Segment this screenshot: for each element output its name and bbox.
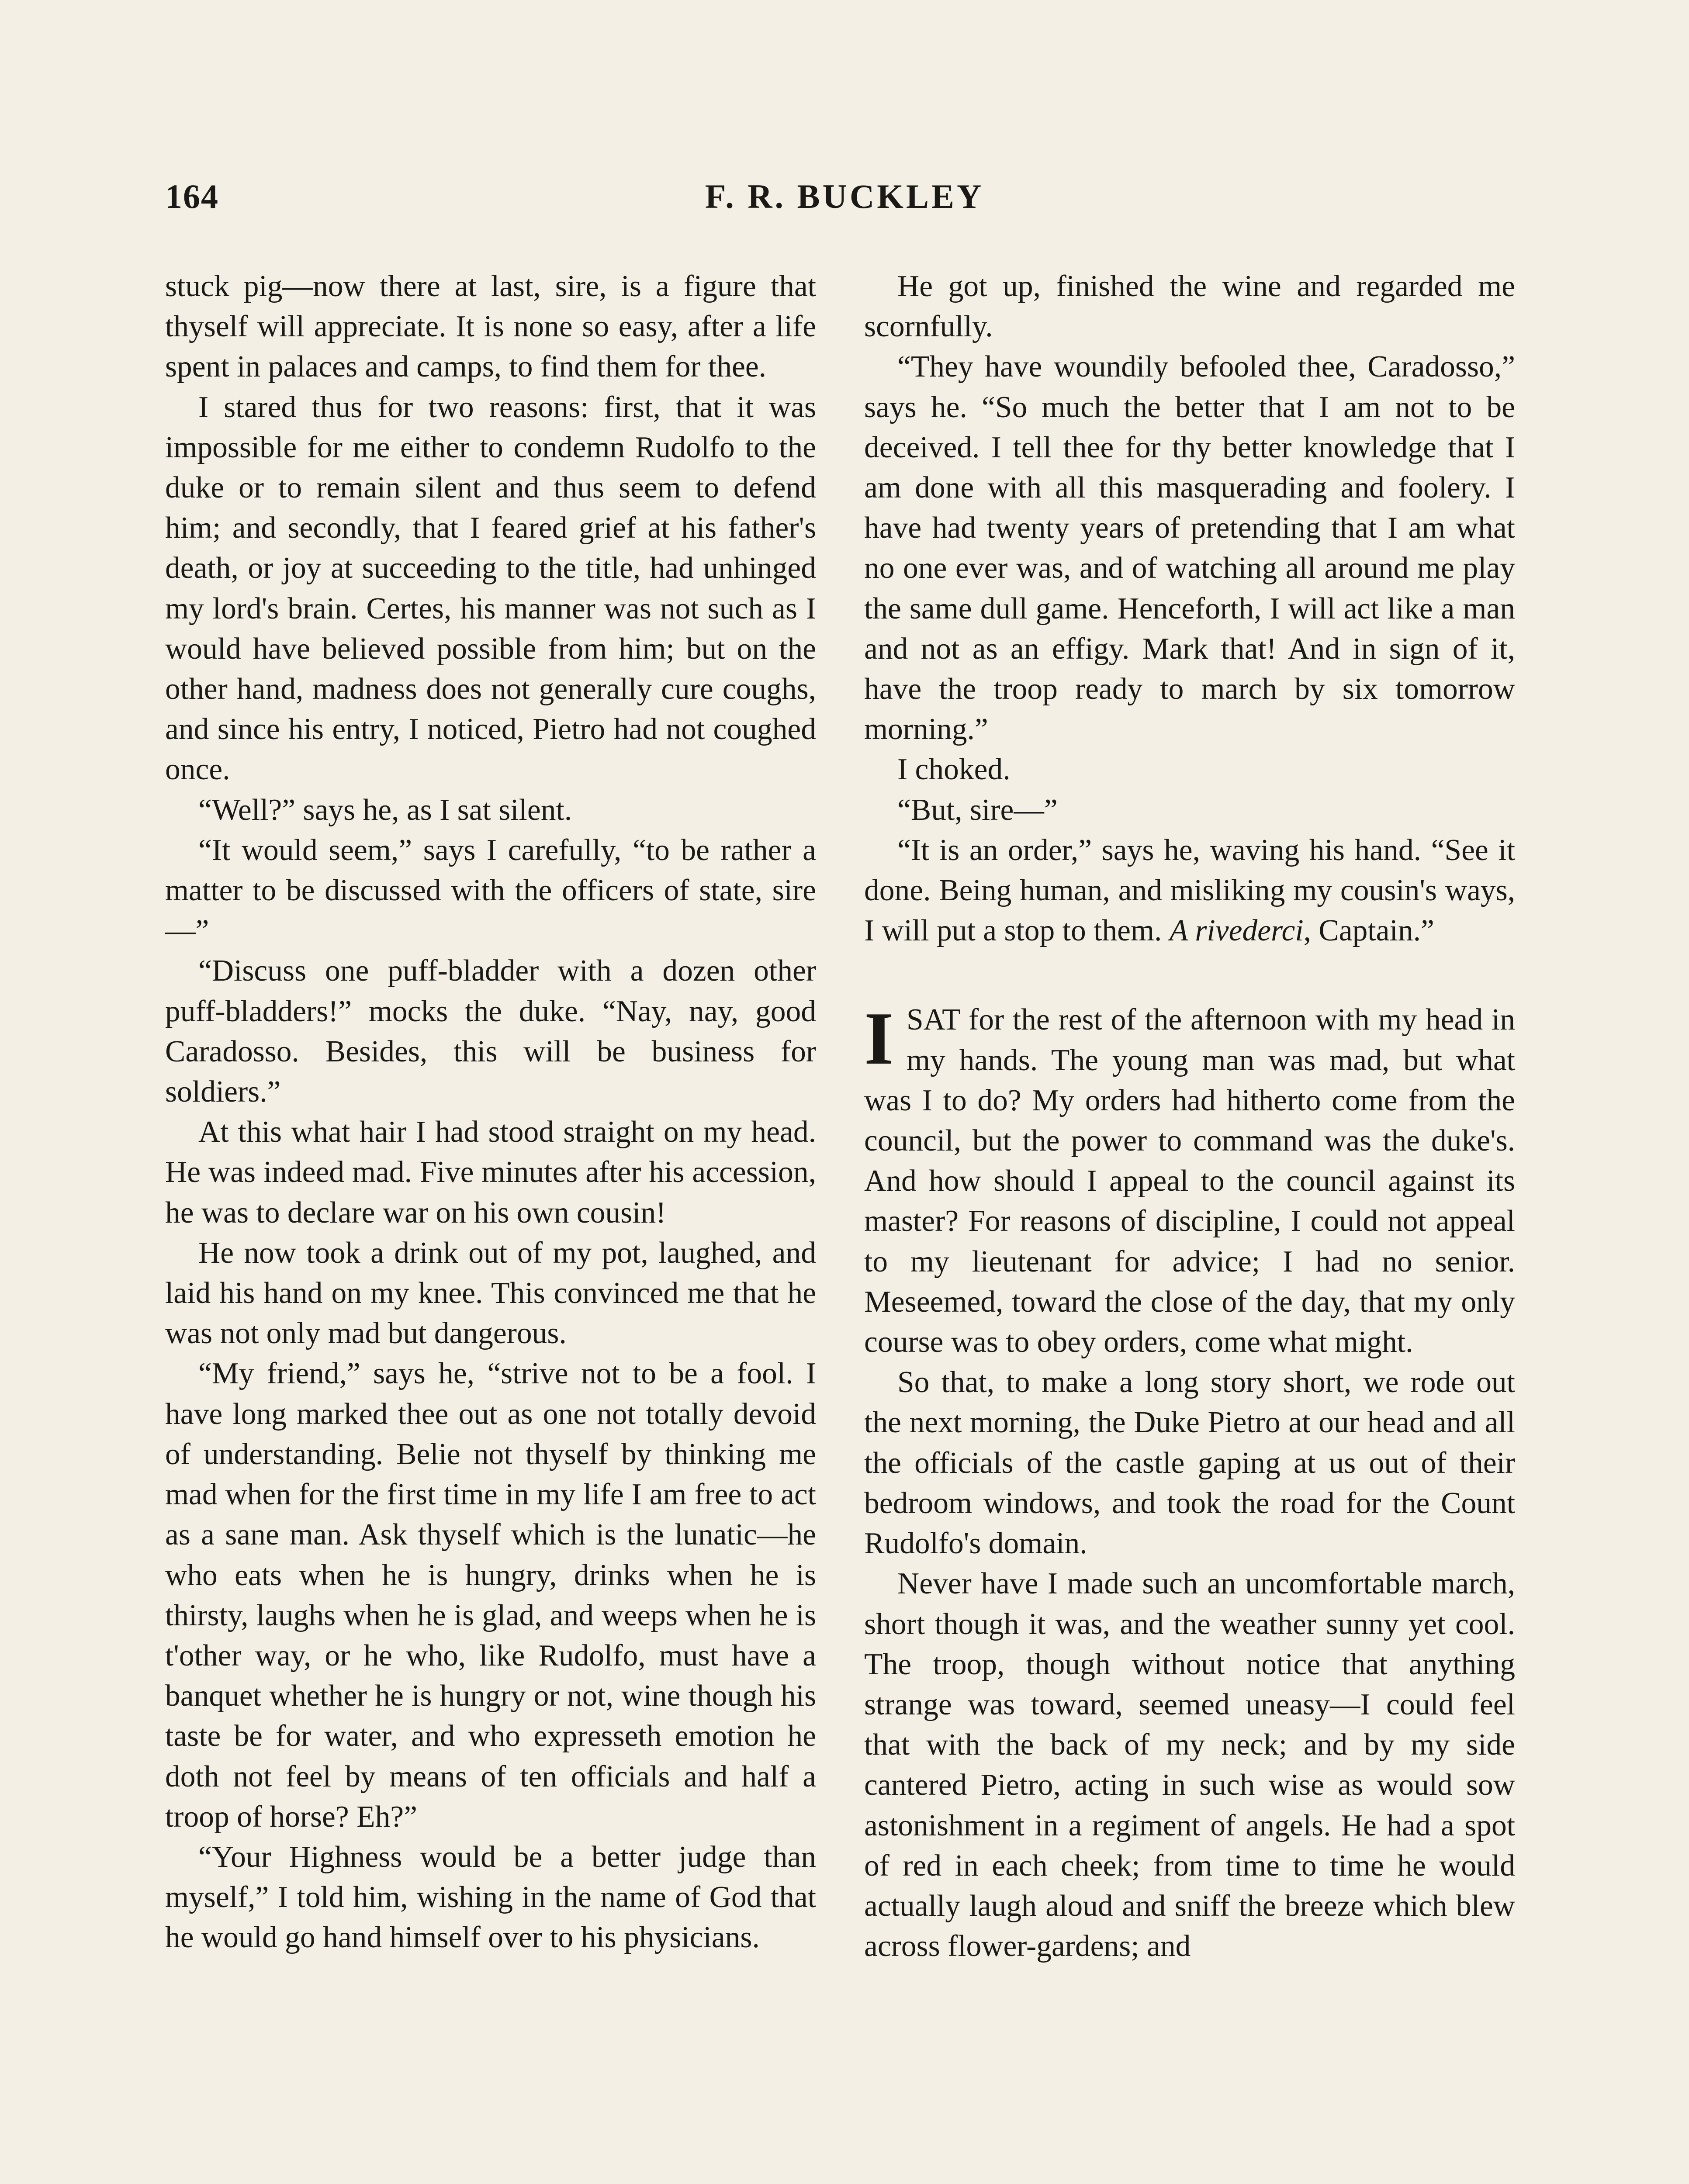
paragraph: He now took a drink out of my pot, laughed, and laid his hand on my knee. This convinced me that he was not only mad but dangerous. <box>165 1236 816 1351</box>
paragraph: He got up, finished the wine and regarded me scornfully. <box>864 270 1515 344</box>
paragraph: I stared thus for two reasons: first, that it was impossible for me either to condemn Rudolfo to the duke or to remain silent and thus seem to defend him; and secondly, that I feared grief at his father's death, or joy at succeeding to the title, had unhinged my lord's brain. Certes, his manner was not such as I would have believed possible from him; but on the other hand, madness does not generally cure coughs, and since his entry, I noticed, Pietro had not coughed once. <box>165 390 816 787</box>
left-column <box>165 266 816 1958</box>
paragraph: “Your Highness would be a better judge than myself,” I told him, wishing in the name of God that he would go hand himself over to his physicians. <box>165 1840 816 1955</box>
paragraph: “Discuss one puff-bladder with a dozen other puff-bladders!” mocks the duke. “Nay, nay, good Caradosso. Besides, this will be business for soldiers.” <box>165 954 816 1109</box>
paragraph: “They have woundily befooled thee, Caradosso,” says he. “So much the better that I am not to be deceived. I tell thee for thy better knowledge that I am done with all this masquerading and foolery. I have had twenty years of pretending that I am what no one ever was, and of watching all around me play the same dull game. Henceforth, I will act like a man and not as an effigy. Mark that! And in sign of it, have the troop ready to march by six tomorrow morning.” <box>864 350 1515 746</box>
right-column <box>864 266 1515 1966</box>
paragraph: “But, sire—” <box>897 793 1058 827</box>
drop-cap: I <box>864 997 893 1081</box>
paragraph: “Well?” says he, as I sat silent. <box>198 793 572 827</box>
paragraph: So that, to make a long story short, we rode out the next morning, the Duke Pietro at our head and all the officials of the castle gaping at us out of their bedroom windows, and took the road for the Count Rudolfo's domain. <box>864 1365 1515 1561</box>
section-text: SAT for the rest of the afternoon with my head in my hands. The young man was mad, but what was I to do? My orders had hitherto come from the council, but the power to command was the duke's. And how should I appeal to the council against its master? For reasons of discipline, I could not appeal to my lieutenant for advice; I had no senior. Meseemed, toward the close of the day, that my only course was to obey orders, come what might. <box>864 1003 1515 1359</box>
paragraph: “My friend,” says he, “strive not to be a fool. I have long marked thee out as one not totally devoid of understanding. Belie not thyself by thinking me mad when for the first time in my life I am free to act as a sane man. Ask thyself which is the lunatic—he who eats when he is hungry, drinks when he is thirsty, laughs when he is glad, and weeps when he is t'other way, or he who, like Rudolfo, must have a banquet whether he is hungry or not, wine though his taste be for water, and who expresseth emotion he doth not feel by means of ten officials and half a troop of horse? Eh?” <box>165 1357 816 1834</box>
paragraph: stuck pig—now there at last, sire, is a figure that thyself will appreciate. It is none so easy, after a life spent in palaces and camps, to find them for thee. <box>165 270 816 384</box>
paragraph: “It would seem,” says I carefully, “to be rather a matter to be discussed with the officers of state, sire—” <box>165 833 816 948</box>
paragraph-order <box>864 830 1515 951</box>
page-number: 164 <box>165 177 219 215</box>
page-header <box>165 177 1524 229</box>
paragraph: Never have I made such an uncomfortable march, short though it was, and the weather sunny yet cool. The troop, though without notice that anything strange was toward, seemed uneasy—I could feel that with the back of my neck; and by my side cantered Pietro, acting in such wise as would sow astonishment in a regiment of angels. He had a spot of red in each cheek; from time to time he would actually laugh aloud and sniff the breeze which blew across flower-gardens; and <box>864 1567 1515 1963</box>
order-text-end: , Captain.” <box>1303 914 1434 948</box>
paragraph: At this what hair I had stood straight on my head. He was indeed mad. Five minutes after his accession, he was to declare war on his own cousin! <box>165 1115 816 1230</box>
paragraph: I choked. <box>897 753 1011 787</box>
section-opening-paragraph <box>864 997 1515 1362</box>
order-text: “It is an order,” says he, waving his hand. “See it done. Being human, and misliking my cousin's ways, I will put a stop to them. <box>864 833 1515 948</box>
running-head-author: F. R. BUCKLEY <box>705 177 984 215</box>
italic-phrase: A rivederci <box>1169 914 1304 948</box>
